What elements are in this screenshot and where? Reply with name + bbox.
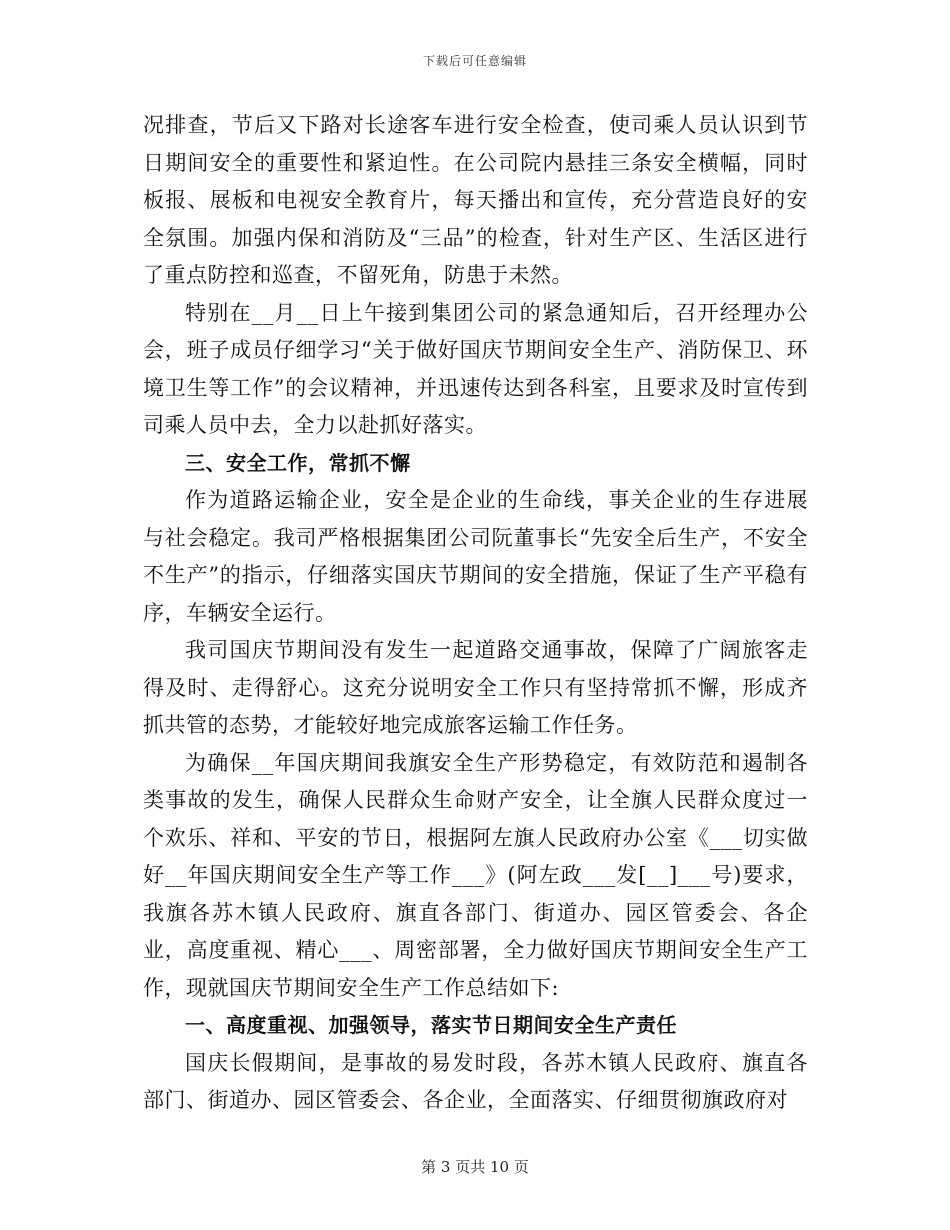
paragraph-5: 为确保__年国庆期间我旗安全生产形势稳定，有效防范和遏制各类事故的发生，确保人民群众生命财产安全，让全旗人民群众度过一个欢乐、祥和、平安的节日，根据阿左旗人民政府办公室《___切实做好__年国庆期间安全生产等工作___》(阿左政___发[__]___号)要求，我旗各苏木镇人民政府、旗直各部门、街道办、园区管委会、各企业，高度重视、精心___、周密部署，全力做好国庆节期间安全生产工作，现就国庆节期间安全生产工作总结如下: xyxy=(143,750,808,1000)
document-body xyxy=(143,107,808,1120)
section-heading-3: 三、安全工作，常抓不懈 xyxy=(185,450,411,475)
paragraph-6: 国庆长假期间，是事故的易发时段，各苏木镇人民政府、旗直各部门、街道办、园区管委会、各企业，全面落实、仔细贯彻旗政府对 xyxy=(143,1050,808,1112)
paragraph-1: 况排查，节后又下路对长途客车进行安全检查，使司乘人员认识到节日期间安全的重要性和紧迫性。在公司院内悬挂三条安全横幅，同时板报、展板和电视安全教育片，每天播出和宣传，充分营造良好的安全氛围。加强内保和消防及“三品”的检查，针对生产区、生活区进行了重点防控和巡查，不留死角，防患于未然。 xyxy=(143,113,808,287)
document-header-note: 下载后可任意编辑 xyxy=(422,54,527,68)
paragraph-3: 作为道路运输企业，安全是企业的生命线，事关企业的生存进展与社会稳定。我司严格根据集团公司阮董事长“先安全后生产，不安全不生产”的指示，仔细落实国庆节期间的安全措施，保证了生产平稳有序，车辆安全运行。 xyxy=(143,488,808,625)
section-heading-1: 一、高度重视、加强领导，落实节日期间安全生产责任 xyxy=(185,1013,677,1037)
paragraph-4: 我司国庆节期间没有发生一起道路交通事故，保障了广阔旅客走得及时、走得舒心。这充分说明安全工作只有坚持常抓不懈，形成齐抓共管的态势，才能较好地完成旅客运输工作任务。 xyxy=(143,638,808,737)
page-number: 第 3 页共 10 页 xyxy=(421,1158,529,1176)
paragraph-2: 特别在__月__日上午接到集团公司的紧急通知后，召开经理办公会，班子成员仔细学习“关于做好国庆节期间安全生产、消防保卫、环境卫生等工作”的会议精神，并迅速传达到各科室，且要求及时宣传到司乘人员中去，全力以赴抓好落实。 xyxy=(143,300,808,437)
